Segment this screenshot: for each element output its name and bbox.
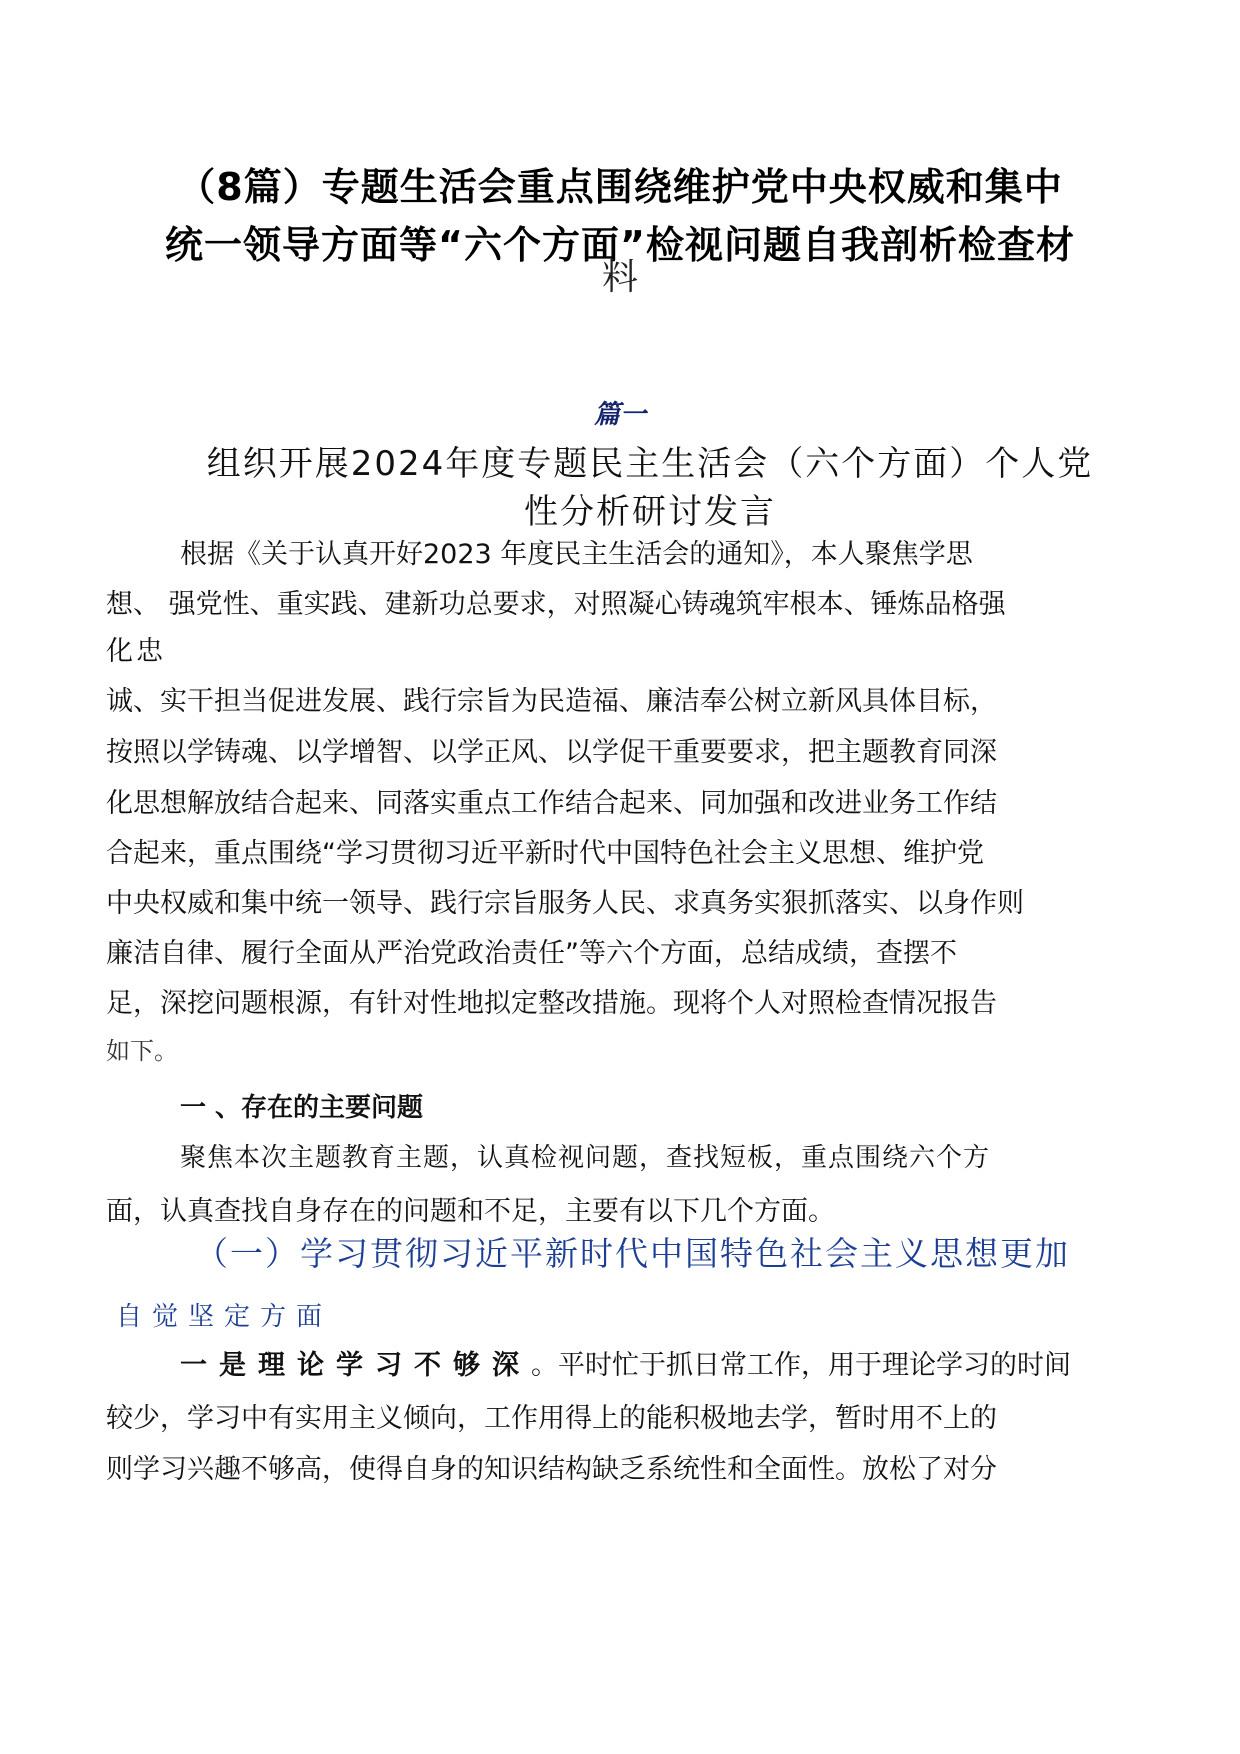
- paragraph-line: 面，认真查找自身存在的问题和不足，主要有以下几个方面。: [106, 1196, 835, 1227]
- section-heading: 一 、存在的主要问题: [180, 1093, 424, 1123]
- paragraph-line-lead: [180, 1346, 1071, 1386]
- paragraph-line: 中央权威和集中统一领导、践行宗旨服务人民、求真务实狠抓落实、以身作则: [106, 888, 1024, 919]
- section-label: 篇一: [593, 400, 646, 430]
- paragraph-lead: 一是理论学习不够深: [180, 1350, 531, 1381]
- paragraph-line: 化忠: [106, 636, 166, 667]
- title-line-1: （8篇）专题生活会重点围绕维护党中央权威和集中: [177, 165, 1063, 209]
- paragraph-line: 足，深挖问题根源，有针对性地拟定整改措施。现将个人对照检查情况报告: [106, 988, 997, 1019]
- title-line-2: 统一领导方面等“六个方面”检视问题自我剖析检查材: [165, 223, 1075, 267]
- paragraph-line: 较少，学习中有实用主义倾向，工作用得上的能积极地去学，暂时用不上的: [106, 1403, 997, 1434]
- paragraph-line: 廉洁自律、履行全面从严治党政治责任”等六个方面，总结成绩，查摆不: [106, 938, 957, 969]
- paragraph-line: 如下。: [106, 1037, 178, 1065]
- subsection-heading-tail: 自觉坚定方面: [116, 1302, 333, 1332]
- paragraph-line: 合起来，重点围绕“学习贯彻习近平新时代中国特色社会主义思想、维护党: [106, 838, 984, 869]
- subtitle-line-1: 组织开展2024年度专题民主生活会（六个方面）个人党: [206, 444, 1094, 484]
- article-subtitle: [150, 440, 1150, 536]
- paragraph-text: 。平时忙于抓日常工作，用于理论学习的时间: [531, 1350, 1071, 1381]
- paragraph-line: 想、 强党性、重实践、建新功总要求，对照凝心铸魂筑牢根本、锤炼品格强: [106, 589, 1006, 620]
- paragraph-line: 根据《关于认真开好2023 年度民主生活会的通知》，本人聚焦学思: [180, 539, 973, 570]
- subsection-heading: （一）学习贯彻习近平新时代中国特色社会主义思想更加: [195, 1234, 1070, 1273]
- paragraph-line: 聚焦本次主题教育主题，认真检视问题，查找短板，重点围绕六个方: [180, 1143, 991, 1173]
- title-line-3: 料: [601, 257, 638, 298]
- paragraph-line: 按照以学铸魂、以学增智、以学正风、以学促干重要要求，把主题教育同深: [106, 737, 997, 768]
- paragraph-line: 诚、实干担当促进发展、践行宗旨为民造福、廉洁奉公树立新风具体目标，: [106, 686, 997, 717]
- paragraph-line: 化思想解放结合起来、同落实重点工作结合起来、同加强和改进业务工作结: [106, 788, 997, 819]
- subtitle-line-2: 性分析研讨发言: [524, 492, 776, 532]
- paragraph-line: 则学习兴趣不够高，使得自身的知识结构缺乏系统性和全面性。放松了对分: [106, 1454, 997, 1485]
